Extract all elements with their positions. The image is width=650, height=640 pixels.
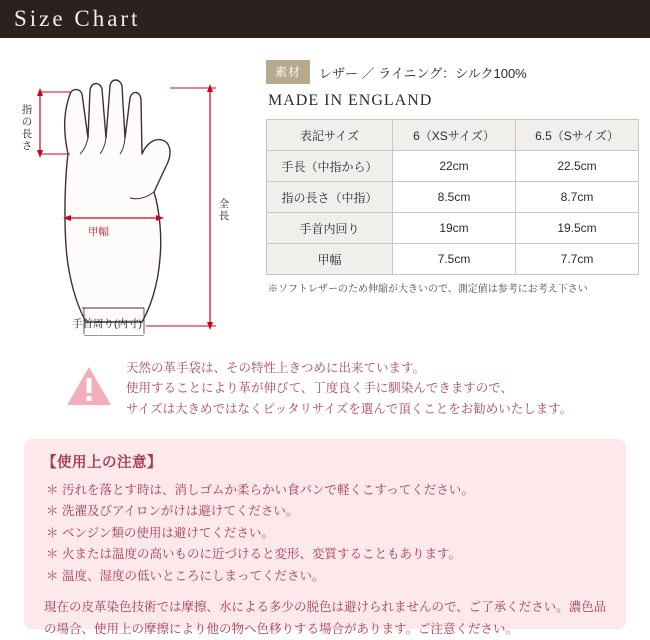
warning-triangle-icon — [66, 365, 112, 412]
label-wrist-circumference: 手首周り(内寸) — [72, 318, 142, 330]
table-cell: 8.7cm — [516, 182, 639, 213]
table-cell: 19cm — [393, 213, 516, 244]
table-cell: 8.5cm — [393, 182, 516, 213]
table-header-cell: 表記サイズ — [267, 120, 393, 151]
warning-line: 使用することにより革が伸びて、丁度良く手に馴染んできますので、 — [126, 381, 514, 396]
size-table — [266, 119, 639, 275]
row-label: 甲幅 — [267, 244, 393, 275]
table-header-cell: 6（XSサイズ） — [393, 120, 516, 151]
label-total-length: 全長 — [218, 198, 230, 223]
warning-line: サイズは大きめではなくピッタリサイズを選んで頂くことをお勧めいたします。 — [126, 401, 573, 416]
row-label: 手首内回り — [267, 213, 393, 244]
row-label: 指の長さ（中指） — [267, 182, 393, 213]
table-cell: 7.5cm — [393, 244, 516, 275]
table-row — [267, 244, 639, 275]
material-text: レザー ／ ライニング：シルク100% — [319, 65, 527, 81]
usage-notice-box — [24, 439, 626, 636]
table-header-row — [267, 120, 639, 151]
list-item: ＊ 洗濯及びアイロンがけは避けてください。 — [46, 504, 299, 519]
warning-block — [66, 358, 650, 419]
label-hand-width: 甲幅 — [88, 226, 109, 238]
table-cell: 19.5cm — [516, 213, 639, 244]
spec-column — [258, 46, 640, 336]
table-row — [267, 213, 639, 244]
table-cell: 22cm — [393, 151, 516, 182]
list-item: ＊ 温度、湿度の低いところにしまってください。 — [46, 568, 325, 583]
row-label: 手長（中指から） — [267, 151, 393, 182]
table-cell: 22.5cm — [516, 151, 639, 182]
size-table-note: ※ソフトレザーのため伸縮が大きいので、測定値は参考にお考え下さい — [268, 284, 588, 295]
usage-notice-title: 【使用上の注意】 — [42, 454, 162, 471]
material-tag: 素材 — [266, 60, 310, 84]
table-row — [267, 182, 639, 213]
label-finger-length: 指の長さ — [21, 104, 33, 153]
table-header-cell: 6.5（Sサイズ） — [516, 120, 639, 151]
made-in-text: MADE IN ENGLAND — [268, 92, 433, 109]
usage-notice-paragraph: 現在の皮革染色技術では摩擦、水による多少の脱色は避けられませんので、ご了承ください。濃色品の場合、使用上の摩擦により他の物へ色移りする場合があります。ご注意ください。 — [44, 600, 607, 636]
list-item: ＊ 汚れを落とす時は、消しゴムか柔らかい食パンで軽くこすってください。 — [46, 482, 474, 497]
warning-line: 天然の革手袋は、その特性上きつめに出来ています。 — [126, 361, 426, 375]
material-row — [266, 60, 640, 84]
page-header — [0, 0, 650, 38]
top-section — [0, 38, 650, 336]
list-item: ＊ 火または温度の高いものに近づけると変形、変質することもあります。 — [46, 547, 461, 562]
table-cell: 7.7cm — [516, 244, 639, 275]
glove-illustration-svg — [10, 46, 258, 336]
table-row — [267, 151, 639, 182]
usage-notice-list — [46, 480, 608, 588]
glove-diagram — [10, 46, 258, 336]
page-title: Size Chart — [14, 6, 141, 31]
warning-text — [126, 358, 572, 419]
list-item: ＊ ベンジン類の使用は避けてください。 — [46, 525, 274, 540]
